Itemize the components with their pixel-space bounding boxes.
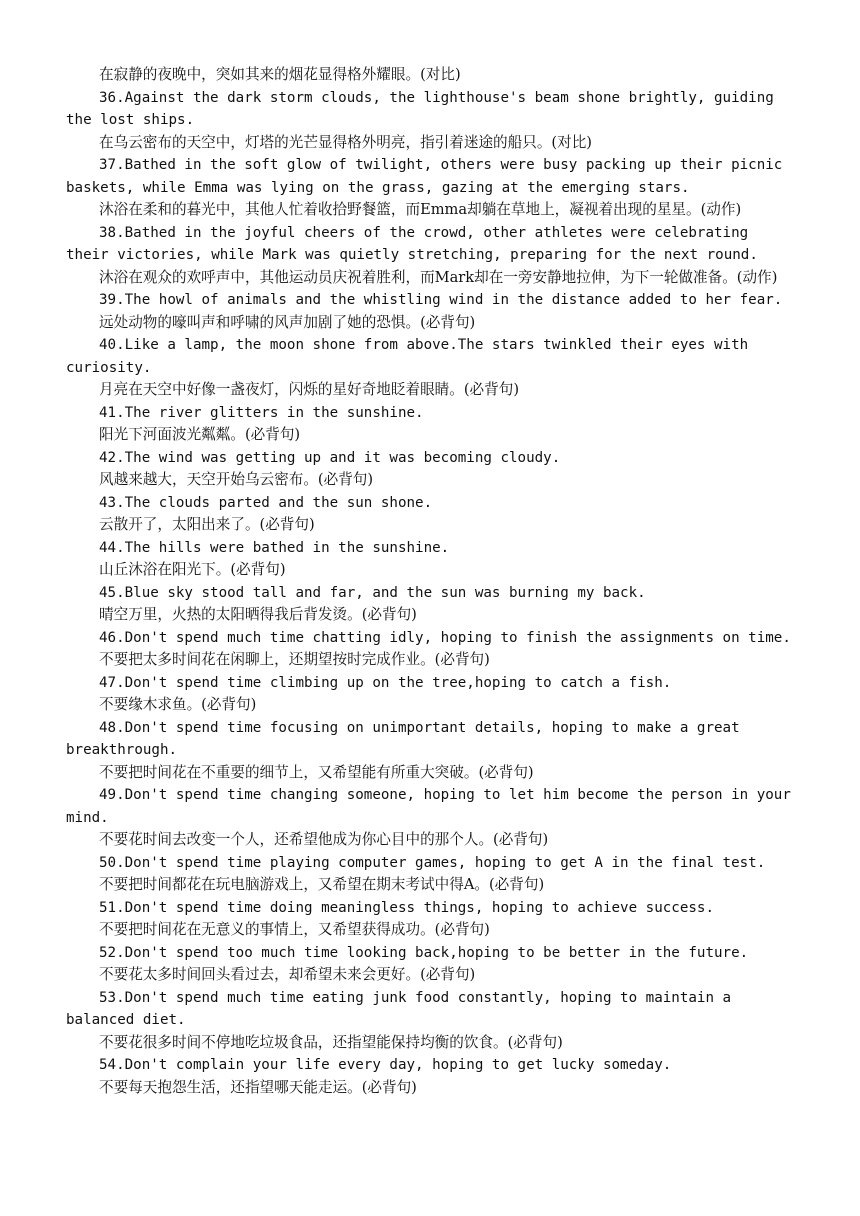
sentence-english: 52.Don't spend too much time looking back,hoping to be better in the future. <box>99 944 749 961</box>
sentence-english: 37.Bathed in the soft glow of twilight, others were busy packing up their picnic baskets, while Emma was lying on the grass, gazing at the emerging stars. <box>66 157 783 196</box>
sentence-english: 53.Don't spend much time eating junk food constantly, hoping to maintain a balanced diet. <box>66 989 732 1028</box>
sentence-translation: 在寂静的夜晚中，突如其来的烟花显得格外耀眼。(对比) <box>99 66 461 83</box>
sentence-translation: 沐浴在观众的欢呼声中，其他运动员庆祝着胜利，而Mark却在一旁安静地拉伸，为下一轮做准备。(动作) <box>99 268 778 286</box>
sentence-english: 39.The howl of animals and the whistling wind in the distance added to her fear. <box>99 292 783 308</box>
sentence-translation: 沐浴在柔和的暮光中，其他人忙着收拾野餐篮，而Emma却躺在草地上，凝视着出现的星星。(动作) <box>99 201 742 218</box>
sentence-english: 46.Don't spend much time chatting idly, hoping to finish the assignments on time. <box>99 629 791 646</box>
sentence-english: 42.The wind was getting up and it was becoming cloudy. <box>99 449 561 466</box>
sentence-translation: 月亮在天空中好像一盏夜灯，闪烁的星好奇地眨着眼睛。(必背句) <box>99 381 520 398</box>
sentence-english: 38.Bathed in the joyful cheers of the crowd, other athletes were celebrating their victories, while Mark was quietly stretching, preparing for the next round. <box>66 224 758 263</box>
document-body <box>66 64 796 1099</box>
sentence-english: 36.Against the dark storm clouds, the lighthouse's beam shone brightly, guiding the lost ships. <box>66 89 774 128</box>
sentence-translation: 不要把太多时间花在闲聊上，还期望按时完成作业。(必背句) <box>99 651 490 668</box>
sentence-translation: 在乌云密布的天空中，灯塔的光芒显得格外明亮，指引着迷途的船只。(对比) <box>99 133 592 151</box>
sentence-english: 49.Don't spend time changing someone, hoping to let him become the person in your mind. <box>66 787 791 826</box>
sentence-translation: 不要把时间花在无意义的事情上，又希望获得成功。(必背句) <box>99 921 490 938</box>
sentence-translation: 不要每天抱怨生活，还指望哪天能走运。(必背句) <box>99 1078 417 1096</box>
sentence-english: 54.Don't complain your life every day, hoping to get lucky someday. <box>99 1057 672 1073</box>
sentence-translation: 远处动物的嚎叫声和呼啸的风声加剧了她的恐惧。(必背句) <box>99 313 476 331</box>
sentence-translation: 山丘沐浴在阳光下。(必背句) <box>99 561 286 578</box>
sentence-english: 44.The hills were bathed in the sunshine. <box>99 539 450 556</box>
sentence-translation: 晴空万里，火热的太阳晒得我后背发烫。(必背句) <box>99 606 417 623</box>
sentence-translation: 阳光下河面波光粼粼。(必背句) <box>99 426 301 443</box>
sentence-translation: 不要缘木求鱼。(必背句) <box>99 696 257 713</box>
sentence-translation: 不要花很多时间不停地吃垃圾食品，还指望能保持均衡的饮食。(必背句) <box>99 1033 563 1051</box>
sentence-translation: 云散开了，太阳出来了。(必背句) <box>99 516 315 533</box>
sentence-english: 41.The river glitters in the sunshine. <box>99 404 424 421</box>
sentence-english: 45.Blue sky stood tall and far, and the sun was burning my back. <box>99 584 646 601</box>
sentence-translation: 不要花太多时间回头看过去，却希望未来会更好。(必背句) <box>99 966 476 983</box>
sentence-translation: 不要花时间去改变一个人，还希望他成为你心目中的那个人。(必背句) <box>99 831 549 848</box>
sentence-english: 48.Don't spend time focusing on unimportant details, hoping to make a great breakthrough. <box>66 719 740 758</box>
sentence-english: 51.Don't spend time doing meaningless things, hoping to achieve success. <box>99 899 714 916</box>
sentence-translation: 不要把时间花在不重要的细节上，又希望能有所重大突破。(必背句) <box>99 763 534 781</box>
sentence-translation: 风越来越大，天空开始乌云密布。(必背句) <box>99 471 374 488</box>
sentence-english: 50.Don't spend time playing computer games, hoping to get A in the final test. <box>99 854 766 871</box>
sentence-english: 47.Don't spend time climbing up on the tree,hoping to catch a fish. <box>99 674 672 691</box>
sentence-english: 40.Like a lamp, the moon shone from above.The stars twinkled their eyes with curiosity. <box>66 337 749 376</box>
sentence-english: 43.The clouds parted and the sun shone. <box>99 494 433 511</box>
sentence-translation: 不要把时间都花在玩电脑游戏上，又希望在期末考试中得A。(必背句) <box>99 876 545 893</box>
